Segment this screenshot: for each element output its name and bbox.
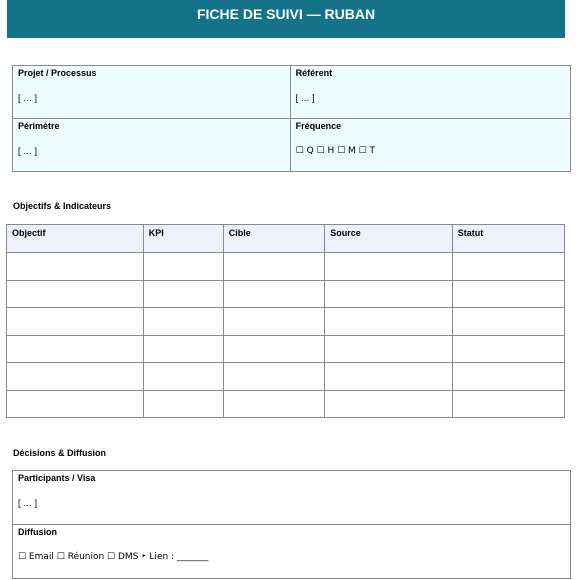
- table-cell[interactable]: [7, 363, 144, 391]
- diffusion-cell: [13, 525, 571, 579]
- table-cell[interactable]: [223, 280, 324, 308]
- frequence-checkboxes[interactable]: ☐ Q ☐ H ☐ M ☐ T: [295, 146, 376, 156]
- referent-label: Référent: [295, 68, 333, 78]
- table-row: [7, 253, 565, 281]
- table-cell[interactable]: [143, 280, 223, 308]
- diffusion-label: Diffusion: [18, 527, 57, 537]
- table-cell[interactable]: [143, 335, 223, 363]
- column-header: KPI: [143, 225, 223, 253]
- perimetre-value[interactable]: [ … ]: [18, 146, 38, 156]
- table-cell[interactable]: [223, 390, 324, 418]
- table-cell[interactable]: [325, 280, 453, 308]
- table-cell[interactable]: [452, 390, 564, 418]
- column-header: Source: [325, 225, 453, 253]
- table-cell[interactable]: [325, 335, 453, 363]
- decisions-section-title: Décisions & Diffusion: [13, 448, 107, 458]
- column-header: Objectif: [7, 225, 144, 253]
- table-cell[interactable]: [7, 308, 144, 336]
- objectifs-section-title: Objectifs & Indicateurs: [13, 201, 112, 211]
- table-cell[interactable]: [325, 308, 453, 336]
- table-cell[interactable]: [143, 390, 223, 418]
- table-cell[interactable]: [7, 280, 144, 308]
- perimetre-label: Périmètre: [18, 121, 60, 131]
- referent-value[interactable]: [ … ]: [295, 93, 315, 103]
- table-cell[interactable]: [452, 308, 564, 336]
- table-cell[interactable]: [143, 253, 223, 281]
- table-cell[interactable]: [7, 253, 144, 281]
- table-row: [7, 363, 565, 391]
- referent-cell: [290, 66, 570, 119]
- column-header: Statut: [452, 225, 564, 253]
- frequence-cell: [290, 119, 570, 172]
- table-cell[interactable]: [452, 363, 564, 391]
- page-title: FICHE DE SUIVI — RUBAN: [7, 0, 565, 38]
- participants-label: Participants / Visa: [18, 473, 96, 483]
- table-cell[interactable]: [7, 335, 144, 363]
- frequence-label: Fréquence: [295, 121, 342, 131]
- participants-cell: [13, 471, 571, 525]
- projet-label: Projet / Processus: [18, 68, 97, 78]
- objectifs-table: [6, 224, 565, 418]
- table-cell[interactable]: [325, 390, 453, 418]
- column-header: Cible: [223, 225, 324, 253]
- table-cell[interactable]: [452, 280, 564, 308]
- perimetre-cell: [13, 119, 291, 172]
- table-cell[interactable]: [452, 253, 564, 281]
- projet-value[interactable]: [ … ]: [18, 93, 38, 103]
- table-cell[interactable]: [223, 308, 324, 336]
- table-cell[interactable]: [325, 253, 453, 281]
- table-cell[interactable]: [223, 253, 324, 281]
- objectifs-header-row: [7, 225, 565, 253]
- table-cell[interactable]: [452, 335, 564, 363]
- table-cell[interactable]: [143, 363, 223, 391]
- table-cell[interactable]: [223, 363, 324, 391]
- diffusion-options[interactable]: ☐ Email ☐ Réunion ☐ DMS ‣ Lien : _______: [18, 552, 209, 562]
- table-row: [7, 308, 565, 336]
- table-row: [7, 280, 565, 308]
- table-cell[interactable]: [7, 390, 144, 418]
- projet-cell: [13, 66, 291, 119]
- decisions-table: [12, 470, 571, 579]
- info-table: [12, 65, 571, 172]
- table-cell[interactable]: [325, 363, 453, 391]
- table-cell[interactable]: [223, 335, 324, 363]
- table-row: [7, 335, 565, 363]
- table-row: [7, 390, 565, 418]
- participants-value[interactable]: [ … ]: [18, 498, 38, 508]
- table-cell[interactable]: [143, 308, 223, 336]
